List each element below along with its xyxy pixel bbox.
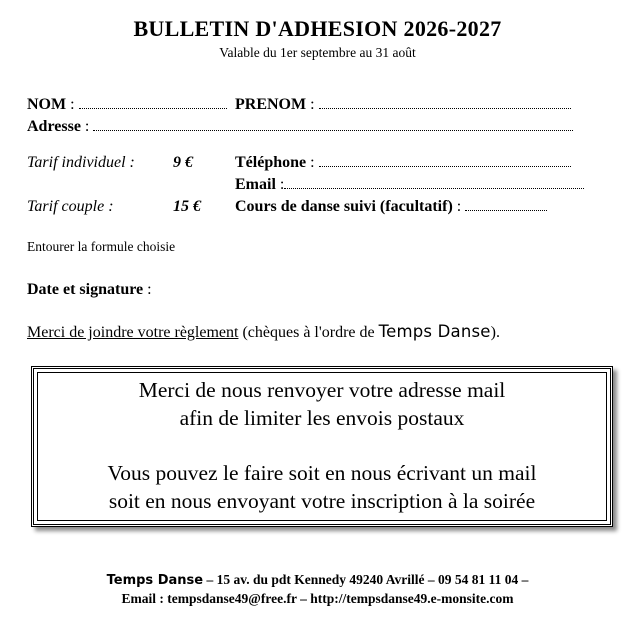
prenom-label: PRENOM [235, 96, 307, 113]
telephone-field[interactable] [319, 154, 571, 167]
adresse-colon: : [84, 118, 90, 135]
footer-brand: Temps Danse [106, 573, 204, 588]
date-signature-label: Date et signature [27, 281, 144, 298]
email-row [235, 176, 584, 194]
footer-address: – 15 av. du pdt Kennedy 49240 Avrillé – 09 54 81 11 04 – [203, 572, 529, 587]
nom-colon: : [70, 96, 75, 113]
prenom-field[interactable] [319, 96, 571, 109]
cours-label: Cours de danse suivi (facultatif) [235, 198, 453, 215]
entourer-instruction: Entourer la formule choisie [27, 239, 176, 254]
payment-brand-name: Temps Danse [378, 322, 491, 341]
validity-subtitle: Valable du 1er septembre au 31 août [219, 45, 416, 60]
telephone-label: Téléphone [235, 154, 307, 171]
email-label: Email [235, 176, 276, 193]
email-colon: : [279, 176, 285, 193]
date-signature-colon: : [147, 281, 152, 298]
prenom-row [235, 96, 571, 114]
date-signature-row [27, 281, 152, 299]
payment-instruction [27, 322, 500, 342]
payment-instruction-end: ). [490, 324, 500, 341]
notice-line-4: soit en nous envoyant votre inscription à la soirée [108, 489, 536, 513]
payment-instruction-underlined: Merci de joindre votre règlement [27, 324, 239, 341]
email-notice-box [31, 366, 613, 527]
adresse-label: Adresse [27, 118, 81, 135]
tarif-couple-label: Tarif couple : [27, 198, 114, 215]
telephone-colon: : [310, 154, 315, 171]
page-title: BULLETIN D'ADHESION 2026-2027 [133, 16, 502, 41]
prenom-colon: : [310, 96, 315, 113]
tarif-individuel-label: Tarif individuel : [27, 154, 135, 171]
tarif-individuel-price: 9 € [173, 154, 193, 171]
adresse-field[interactable] [93, 118, 573, 131]
telephone-row [235, 154, 571, 172]
tarif-couple-price: 15 € [173, 198, 201, 215]
nom-field[interactable] [79, 96, 227, 109]
notice-line-3: Vous pouvez le faire soit en nous écrivant un mail [107, 461, 537, 485]
footer-address-line [0, 572, 635, 588]
adresse-row [27, 118, 573, 136]
cours-row [235, 198, 547, 216]
nom-label: NOM [27, 96, 67, 113]
nom-row [27, 96, 227, 114]
cours-field[interactable] [465, 198, 547, 211]
notice-line-2: afin de limiter les envois postaux [179, 406, 465, 430]
footer-contact-line: Email : tempsdanse49@free.fr – http://tempsdanse49.e-monsite.com [121, 591, 514, 606]
payment-instruction-middle: (chèques à l'ordre de [238, 324, 379, 341]
email-field[interactable] [284, 176, 584, 189]
notice-line-1: Merci de nous renvoyer votre adresse mail [138, 378, 506, 402]
cours-colon: : [456, 198, 462, 215]
